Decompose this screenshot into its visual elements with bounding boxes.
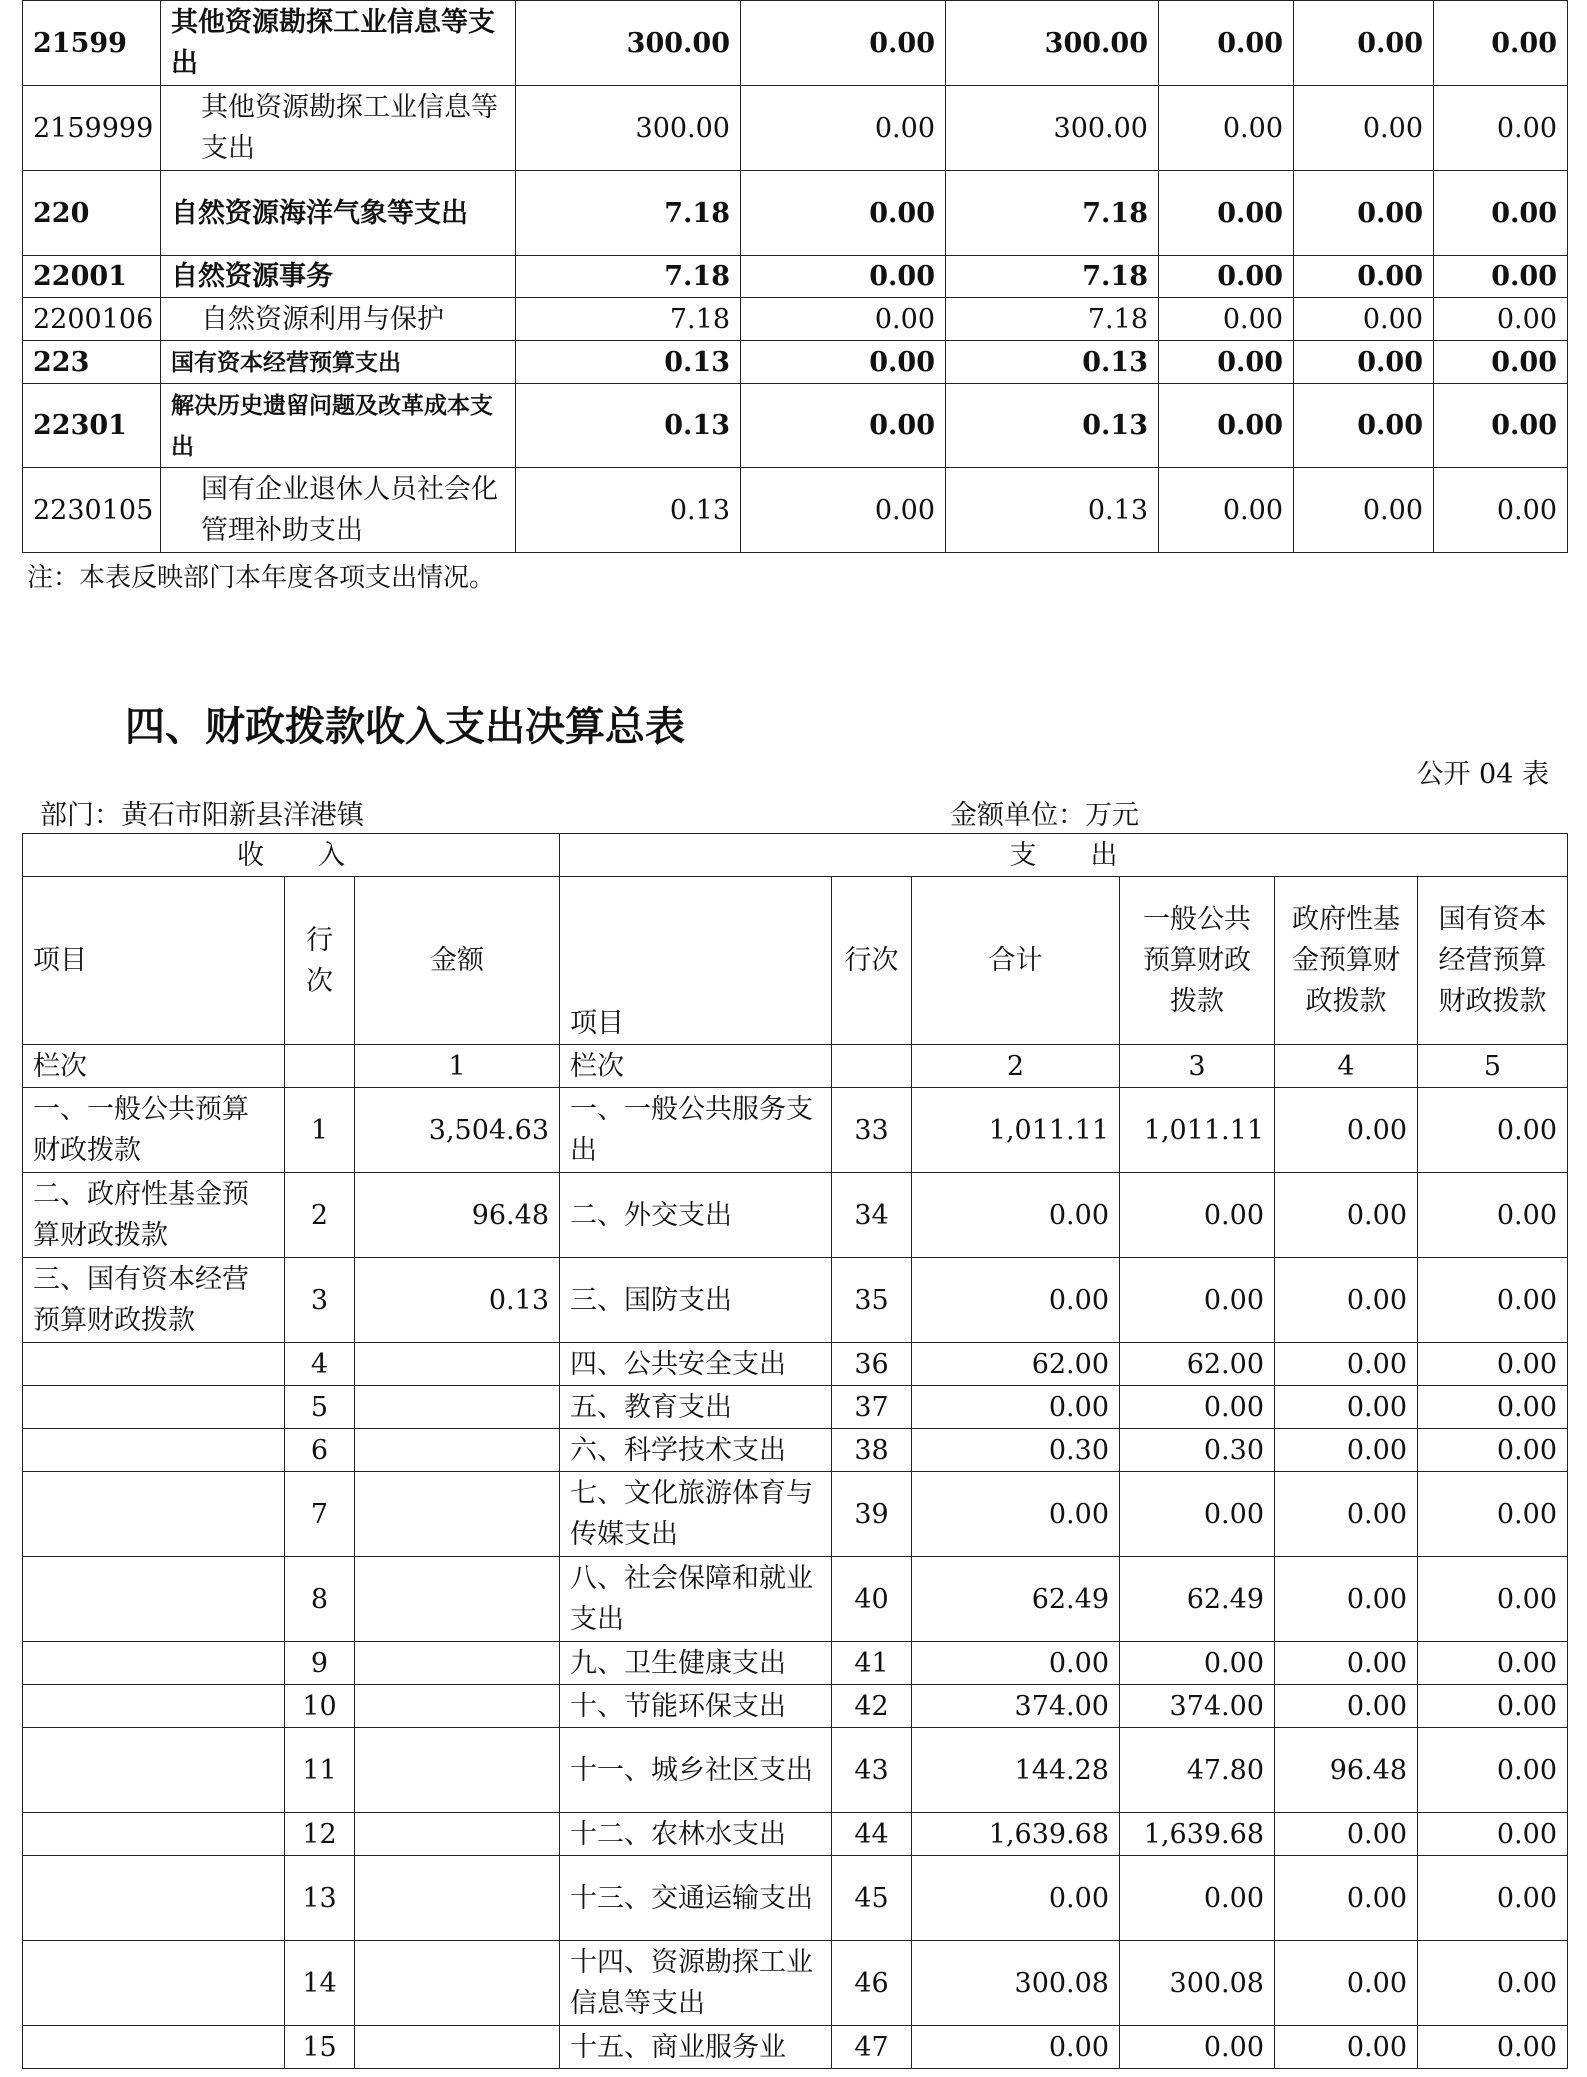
expense-fund: 96.48 (1275, 1728, 1418, 1813)
income-item (23, 1813, 285, 1856)
row-code: 2200106 (23, 298, 161, 341)
col-header-item-expense: 项目 (560, 877, 832, 1045)
col-index-5: 5 (1418, 1045, 1568, 1088)
col-index-2: 2 (912, 1045, 1120, 1088)
expense-line: 47 (832, 2026, 912, 2069)
table-row (23, 1258, 1568, 1343)
expense-item: 七、文化旅游体育与传媒支出 (560, 1472, 832, 1557)
expense-line: 46 (832, 1941, 912, 2026)
expense-state: 0.00 (1418, 1856, 1568, 1941)
income-amount: 96.48 (355, 1173, 560, 1258)
expense-line: 34 (832, 1173, 912, 1258)
fiscal-appropriation-summary-table (22, 833, 1568, 2069)
expense-total: 0.00 (912, 1258, 1120, 1343)
table-row (23, 1557, 1568, 1642)
income-line: 14 (285, 1941, 355, 2026)
income-amount (355, 1472, 560, 1557)
row-value: 0.00 (1294, 86, 1434, 171)
table-tag: 公开 04 表 (1416, 759, 1549, 790)
row-name: 自然资源利用与保护 (161, 298, 516, 341)
table-row (23, 1343, 1568, 1386)
table-row (23, 1173, 1568, 1258)
row-code: 223 (23, 341, 161, 384)
expense-general: 0.00 (1120, 1173, 1275, 1258)
row-value: 0.00 (741, 1, 946, 86)
row-name: 解决历史遗留问题及改革成本支出 (161, 384, 516, 468)
expense-state: 0.00 (1418, 1557, 1568, 1642)
income-line: 10 (285, 1685, 355, 1728)
row-value: 0.00 (1294, 1, 1434, 86)
expense-state: 0.00 (1418, 1386, 1568, 1429)
expense-general: 1,011.11 (1120, 1088, 1275, 1173)
expense-fund: 0.00 (1275, 1941, 1418, 2026)
row-value: 300.00 (516, 86, 741, 171)
expense-item: 一、一般公共服务支出 (560, 1088, 832, 1173)
income-line: 8 (285, 1557, 355, 1642)
income-item (23, 2026, 285, 2069)
col-index-label-expense: 栏次 (560, 1045, 832, 1088)
expense-general: 0.00 (1120, 1642, 1275, 1685)
expense-item: 四、公共安全支出 (560, 1343, 832, 1386)
income-line: 12 (285, 1813, 355, 1856)
expense-fund: 0.00 (1275, 1813, 1418, 1856)
expense-state: 0.00 (1418, 1258, 1568, 1343)
row-name: 其他资源勘探工业信息等支出 (161, 1, 516, 86)
expense-line: 39 (832, 1472, 912, 1557)
expense-line: 40 (832, 1557, 912, 1642)
income-line: 15 (285, 2026, 355, 2069)
col-header-fund-budget: 政府性基金预算财政拨款 (1275, 877, 1418, 1045)
income-item (23, 1429, 285, 1472)
income-item (23, 1386, 285, 1429)
expense-line: 37 (832, 1386, 912, 1429)
expense-general: 0.00 (1120, 1386, 1275, 1429)
expense-fund: 0.00 (1275, 1557, 1418, 1642)
header-row (23, 834, 1568, 877)
income-amount (355, 1343, 560, 1386)
row-value: 7.18 (946, 298, 1159, 341)
row-value: 0.00 (1159, 86, 1294, 171)
department-label: 部门：黄石市阳新县洋港镇 (40, 800, 364, 831)
row-code: 21599 (23, 1, 161, 86)
income-amount (355, 1813, 560, 1856)
expense-general: 374.00 (1120, 1685, 1275, 1728)
row-value: 0.00 (1159, 468, 1294, 553)
row-value: 0.13 (516, 468, 741, 553)
income-amount (355, 2026, 560, 2069)
col-index-3: 3 (1120, 1045, 1275, 1088)
row-value: 0.00 (1434, 298, 1568, 341)
expense-general: 62.49 (1120, 1557, 1275, 1642)
expense-fund: 0.00 (1275, 1429, 1418, 1472)
expense-total: 300.08 (912, 1941, 1120, 2026)
row-value: 0.00 (741, 468, 946, 553)
row-value: 7.18 (516, 171, 741, 256)
expense-general: 0.00 (1120, 1258, 1275, 1343)
expense-general: 1,639.68 (1120, 1813, 1275, 1856)
expense-state: 0.00 (1418, 1343, 1568, 1386)
expense-state: 0.00 (1418, 1642, 1568, 1685)
table-row (23, 1642, 1568, 1685)
row-value: 300.00 (516, 1, 741, 86)
amount-unit-label: 金额单位：万元 (950, 800, 1139, 831)
row-value: 0.00 (741, 341, 946, 384)
expense-general: 0.00 (1120, 1472, 1275, 1557)
expense-item: 十、节能环保支出 (560, 1685, 832, 1728)
table-row (23, 298, 1568, 341)
income-amount (355, 1386, 560, 1429)
income-item (23, 1557, 285, 1642)
row-value: 0.00 (1294, 298, 1434, 341)
expense-total: 374.00 (912, 1685, 1120, 1728)
expense-fund: 0.00 (1275, 1258, 1418, 1343)
expense-total: 1,639.68 (912, 1813, 1120, 1856)
row-code: 22001 (23, 256, 161, 298)
income-line: 4 (285, 1343, 355, 1386)
col-header-line: 行次 (285, 877, 355, 1045)
row-value: 0.00 (1159, 171, 1294, 256)
expense-state: 0.00 (1418, 1088, 1568, 1173)
row-value: 0.00 (1434, 341, 1568, 384)
income-item (23, 1472, 285, 1557)
expense-total: 0.00 (912, 2026, 1120, 2069)
table-row (23, 468, 1568, 553)
row-code: 22301 (23, 384, 161, 468)
expense-total: 0.30 (912, 1429, 1120, 1472)
row-value: 0.00 (1159, 1, 1294, 86)
column-index-row (23, 1045, 1568, 1088)
row-value: 0.00 (1434, 468, 1568, 553)
expense-state: 0.00 (1418, 1728, 1568, 1813)
expense-total: 1,011.11 (912, 1088, 1120, 1173)
row-value: 300.00 (946, 86, 1159, 171)
income-amount (355, 1685, 560, 1728)
row-value: 300.00 (946, 1, 1159, 86)
row-value: 7.18 (516, 256, 741, 298)
income-line: 11 (285, 1728, 355, 1813)
expense-state: 0.00 (1418, 1173, 1568, 1258)
expense-item: 十四、资源勘探工业信息等支出 (560, 1941, 832, 2026)
col-header-general-budget: 一般公共预算财政拨款 (1120, 877, 1275, 1045)
expense-item: 九、卫生健康支出 (560, 1642, 832, 1685)
expense-state: 0.00 (1418, 1472, 1568, 1557)
expense-line: 43 (832, 1728, 912, 1813)
row-value: 0.00 (741, 256, 946, 298)
expense-total: 62.00 (912, 1343, 1120, 1386)
expense-line: 44 (832, 1813, 912, 1856)
income-item (23, 1941, 285, 2026)
row-value: 7.18 (516, 298, 741, 341)
table-row (23, 1941, 1568, 2026)
income-line: 3 (285, 1258, 355, 1343)
row-value: 0.00 (1159, 298, 1294, 341)
row-name: 国有企业退休人员社会化管理补助支出 (161, 468, 516, 553)
table-row (23, 1088, 1568, 1173)
income-line: 6 (285, 1429, 355, 1472)
expense-item: 五、教育支出 (560, 1386, 832, 1429)
income-item: 三、国有资本经营预算财政拨款 (23, 1258, 285, 1343)
expense-line: 35 (832, 1258, 912, 1343)
expense-item: 二、外交支出 (560, 1173, 832, 1258)
row-value: 0.00 (1434, 171, 1568, 256)
table-row (23, 1472, 1568, 1557)
expense-line: 42 (832, 1685, 912, 1728)
table-row (23, 341, 1568, 384)
income-line: 9 (285, 1642, 355, 1685)
expense-item: 十二、农林水支出 (560, 1813, 832, 1856)
row-value: 0.00 (1434, 86, 1568, 171)
table-row (23, 1813, 1568, 1856)
row-name: 国有资本经营预算支出 (161, 341, 516, 384)
row-value: 0.00 (1159, 384, 1294, 468)
table-row (23, 86, 1568, 171)
expense-item: 十三、交通运输支出 (560, 1856, 832, 1941)
income-amount (355, 1557, 560, 1642)
expense-total: 144.28 (912, 1728, 1120, 1813)
row-code: 220 (23, 171, 161, 256)
expense-general: 47.80 (1120, 1728, 1275, 1813)
income-item (23, 1728, 285, 1813)
col-header-line-expense: 行次 (832, 877, 912, 1045)
income-amount (355, 1429, 560, 1472)
table-row (23, 1728, 1568, 1813)
col-header-state-capital: 国有资本经营预算财政拨款 (1418, 877, 1568, 1045)
row-value: 0.00 (1159, 341, 1294, 384)
income-line: 13 (285, 1856, 355, 1941)
col-header-item: 项目 (23, 877, 285, 1045)
row-value: 0.13 (516, 341, 741, 384)
expense-line: 38 (832, 1429, 912, 1472)
row-name: 自然资源海洋气象等支出 (161, 171, 516, 256)
table-row (23, 1856, 1568, 1941)
table-row (23, 384, 1568, 468)
col-index-1: 1 (355, 1045, 560, 1088)
expense-line: 41 (832, 1642, 912, 1685)
row-value: 0.00 (1434, 384, 1568, 468)
row-value: 0.00 (741, 384, 946, 468)
row-value: 0.00 (741, 86, 946, 171)
expense-item: 十五、商业服务业 (560, 2026, 832, 2069)
expense-total: 0.00 (912, 1472, 1120, 1557)
expense-total: 0.00 (912, 1173, 1120, 1258)
income-item (23, 1343, 285, 1386)
income-item (23, 1642, 285, 1685)
row-value: 0.13 (516, 384, 741, 468)
income-line: 7 (285, 1472, 355, 1557)
row-name: 其他资源勘探工业信息等支出 (161, 86, 516, 171)
expense-item: 八、社会保障和就业支出 (560, 1557, 832, 1642)
section-title: 四、财政拨款收入支出决算总表 (125, 704, 685, 750)
table-row (23, 171, 1568, 256)
row-code: 2230105 (23, 468, 161, 553)
expense-fund: 0.00 (1275, 1642, 1418, 1685)
expense-state: 0.00 (1418, 1429, 1568, 1472)
row-value: 0.00 (1159, 256, 1294, 298)
table-row (23, 256, 1568, 298)
table-row (23, 1685, 1568, 1728)
expense-fund: 0.00 (1275, 1386, 1418, 1429)
expense-line: 33 (832, 1088, 912, 1173)
expense-fund: 0.00 (1275, 1173, 1418, 1258)
row-value: 7.18 (946, 256, 1159, 298)
row-value: 0.00 (1294, 171, 1434, 256)
income-item: 二、政府性基金预算财政拨款 (23, 1173, 285, 1258)
expense-fund: 0.00 (1275, 2026, 1418, 2069)
expense-general: 0.00 (1120, 1856, 1275, 1941)
row-value: 0.00 (1294, 341, 1434, 384)
income-amount (355, 1856, 560, 1941)
row-value: 0.13 (946, 468, 1159, 553)
table-note: 注：本表反映部门本年度各项支出情况。 (27, 563, 496, 593)
col-header-total: 合计 (912, 877, 1120, 1045)
expense-fund: 0.00 (1275, 1685, 1418, 1728)
expense-header: 支 出 (560, 834, 1568, 877)
expense-line: 36 (832, 1343, 912, 1386)
row-value: 0.00 (1294, 468, 1434, 553)
income-item: 一、一般公共预算财政拨款 (23, 1088, 285, 1173)
expense-item: 六、科学技术支出 (560, 1429, 832, 1472)
column-header-row (23, 877, 1568, 1045)
table-row (23, 1, 1568, 86)
expense-fund: 0.00 (1275, 1343, 1418, 1386)
row-value: 7.18 (946, 171, 1159, 256)
income-item (23, 1856, 285, 1941)
row-value: 0.13 (946, 341, 1159, 384)
row-value: 0.00 (1294, 256, 1434, 298)
row-name: 自然资源事务 (161, 256, 516, 298)
income-header: 收 入 (23, 834, 560, 877)
expense-fund: 0.00 (1275, 1088, 1418, 1173)
expense-item: 三、国防支出 (560, 1258, 832, 1343)
expense-fund: 0.00 (1275, 1472, 1418, 1557)
row-value: 0.00 (741, 171, 946, 256)
income-line: 2 (285, 1173, 355, 1258)
expense-total: 62.49 (912, 1557, 1120, 1642)
col-index-label: 栏次 (23, 1045, 285, 1088)
income-item (23, 1685, 285, 1728)
table-row (23, 1386, 1568, 1429)
expense-general: 0.30 (1120, 1429, 1275, 1472)
row-value: 0.13 (946, 384, 1159, 468)
income-amount (355, 1728, 560, 1813)
income-line: 1 (285, 1088, 355, 1173)
row-value: 0.00 (1434, 256, 1568, 298)
expense-total: 0.00 (912, 1642, 1120, 1685)
expense-total: 0.00 (912, 1386, 1120, 1429)
col-index-4: 4 (1275, 1045, 1418, 1088)
income-amount (355, 1941, 560, 2026)
expenditure-detail-table (22, 0, 1568, 553)
row-value: 0.00 (1434, 1, 1568, 86)
income-line: 5 (285, 1386, 355, 1429)
expense-state: 0.00 (1418, 1813, 1568, 1856)
expense-total: 0.00 (912, 1856, 1120, 1941)
expense-state: 0.00 (1418, 2026, 1568, 2069)
row-value: 0.00 (741, 298, 946, 341)
income-amount: 0.13 (355, 1258, 560, 1343)
table-row (23, 2026, 1568, 2069)
expense-item: 十一、城乡社区支出 (560, 1728, 832, 1813)
col-header-amount: 金额 (355, 877, 560, 1045)
row-value: 0.00 (1294, 384, 1434, 468)
expense-line: 45 (832, 1856, 912, 1941)
income-amount: 3,504.63 (355, 1088, 560, 1173)
expense-state: 0.00 (1418, 1685, 1568, 1728)
expense-general: 62.00 (1120, 1343, 1275, 1386)
expense-general: 300.08 (1120, 1941, 1275, 2026)
expense-fund: 0.00 (1275, 1856, 1418, 1941)
row-code: 2159999 (23, 86, 161, 171)
expense-state: 0.00 (1418, 1941, 1568, 2026)
table-row (23, 1429, 1568, 1472)
income-amount (355, 1642, 560, 1685)
expense-general: 0.00 (1120, 2026, 1275, 2069)
